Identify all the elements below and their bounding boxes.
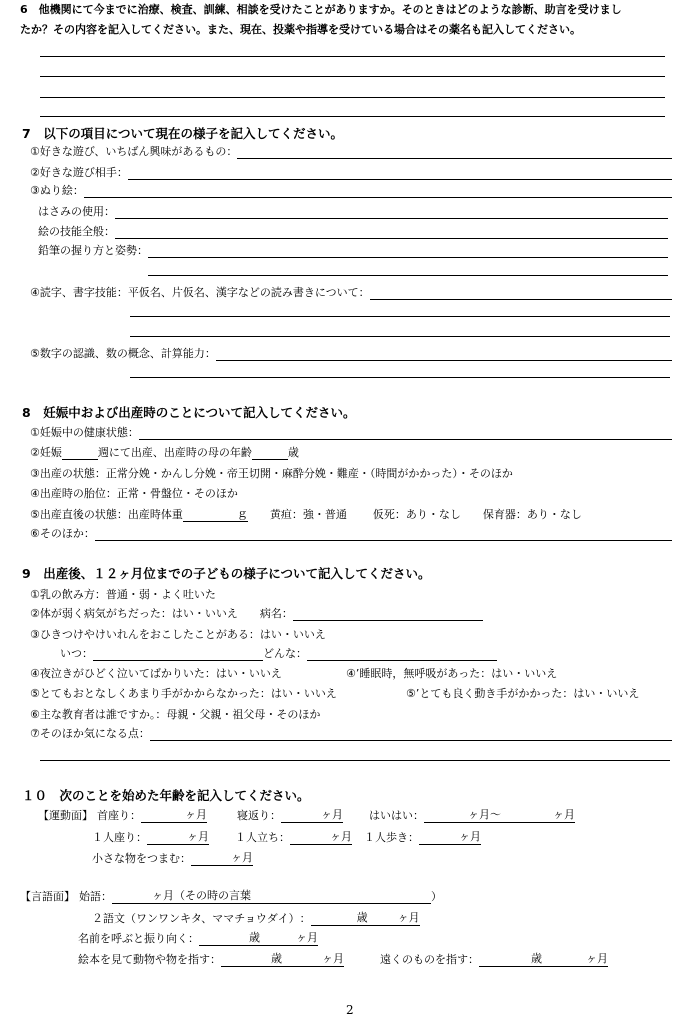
q8-health-label: ①妊娠中の健康状態 — [30, 426, 128, 439]
q10-point-picture-year-field[interactable] — [221, 953, 271, 967]
q8-fetal-position: ④出産時の胎位：正常・骨盤位・そのほか — [30, 487, 238, 500]
q10-pinch-field[interactable] — [191, 852, 231, 866]
q8-after-birth-row — [30, 505, 582, 522]
q8-other-field[interactable] — [95, 527, 672, 541]
q8-incubator: 保育器：あり・なし — [482, 508, 582, 521]
q9-when-label: いつ — [60, 647, 82, 660]
q9-what-label: どんな — [263, 647, 296, 660]
q8-birth-state: ③出産の状態：正常分娩・かんし分娩・帝王切開・麻酔分娩・難産・（時間がかかった）・そのほか — [30, 467, 513, 480]
q10-roll-label: 寝返り — [237, 809, 270, 822]
q8-jaundice: 黄疸：強・普通 — [269, 508, 347, 521]
q9-active: ⑤’とても良く動き手がかかった：はい・いいえ — [406, 687, 640, 700]
q8-asphyxia: 仮死：あり・なし — [372, 508, 461, 521]
q9-night-cry: ④夜泣きがひどく泣いてばかりいた：はい・いいえ — [30, 667, 282, 680]
q9-sickly: ②体が弱く病気がちだった：はい・いいえ — [30, 607, 238, 620]
q9-concern-field-line2[interactable] — [40, 760, 670, 761]
q7-numbers-field-line2[interactable] — [130, 377, 670, 378]
q7-coloring-label: ③ぬり絵 — [30, 184, 73, 197]
q7-partner-field[interactable] — [128, 166, 672, 180]
q6-answer-line-3[interactable] — [40, 97, 665, 98]
q10-point-far-year-field[interactable] — [479, 953, 531, 967]
q7-pencil-field[interactable] — [148, 244, 668, 258]
q8-age-unit: 歳 — [287, 446, 299, 459]
q9-sickly-row: ②体が弱く病気がちだった：はい・いいえ 病名 ： — [30, 605, 483, 621]
q7-numbers-label: ⑤数字の認識、数の概念、計算能力 — [30, 347, 205, 360]
q10-motor-row1: 【運動面】 首座り ： ヶ月 寝返り ： ヶ月 はいはい ： ヶ月 〜 ヶ月 — [38, 808, 575, 822]
q10-sit-field[interactable] — [147, 831, 187, 845]
q10-point-far-label: 遠くのものを指す — [380, 953, 468, 966]
q7-drawing-label: 絵の技能全般 — [38, 225, 104, 238]
q7-numbers-row: ⑤数字の認識、数の概念、計算能力 ： — [30, 345, 672, 361]
q7-scissors-label: はさみの使用 — [38, 205, 104, 218]
q8-health-row: ①妊娠中の健康状態 ： — [30, 424, 672, 440]
q9-quiet: ⑤とてもおとなしくあまり手がかからなかった：はい・いいえ — [30, 687, 337, 700]
q6-text-line2: たか？その内容を記入してください。また、現在、投薬や指導を受けている場合はその薬名も記入してください。 — [20, 23, 581, 36]
q10-name-turn-month-field[interactable] — [260, 932, 296, 946]
q6-answer-line-1[interactable] — [40, 56, 665, 57]
q7-drawing-field[interactable] — [115, 225, 668, 239]
q7-partner-row: ②好きな遊び相手 ： — [30, 164, 672, 180]
q10-two-word-label: ２語文（ワンワンキタ、ママチョウダイ） — [92, 912, 300, 925]
q10-sit-label: １人座り — [92, 831, 136, 844]
q9-concern-row: ⑦そのほか気になる点 ： — [30, 725, 672, 741]
q10-stand-label: １人立ち — [235, 831, 279, 844]
q7-reading-label: ④読字、書字技能：平仮名、片仮名、漢字などの読み書きについて — [30, 286, 359, 299]
q8-title: 8 妊娠中および出産時のことについて記入してください。 — [22, 405, 356, 420]
q9-caregiver: ⑥主な教育者は誰ですか。：母親・父親・祖父母・そのほか — [30, 708, 321, 721]
q10-pinch-label: 小さな物をつまむ — [92, 852, 180, 865]
q10-crawl-label: はいはい — [369, 809, 413, 822]
q10-crawl-to-field[interactable] — [501, 809, 553, 823]
q7-partner-label: ②好きな遊び相手 — [30, 166, 117, 179]
q10-lang-row1: 【言語面】 始語 ： ヶ月（その時の言葉 ） — [20, 889, 442, 903]
q9-seizure: ③ひきつけやけいれんをおこしたことがある：はい・いいえ — [30, 628, 326, 641]
q10-motor-label: 【運動面】 — [38, 809, 93, 822]
q7-reading-field-line2[interactable] — [130, 316, 670, 317]
q9-what-field[interactable] — [307, 647, 497, 661]
q9-apnea: ④’睡眠時，無呼吸があった：はい・いいえ — [346, 667, 558, 680]
q7-play-field[interactable] — [237, 145, 672, 159]
q7-pencil-label: 鉛筆の握り方と姿勢 — [38, 244, 137, 257]
q10-first-word-field[interactable] — [112, 890, 152, 904]
q7-scissors-field[interactable] — [115, 205, 668, 219]
q8-pregnancy-label: ②妊娠 — [30, 446, 62, 459]
q7-coloring-row: ③ぬり絵 ： — [30, 182, 672, 198]
q8-weeks-text: 週にて出産、出産時の母の年齢 — [97, 446, 252, 459]
q10-walk-label: １人歩き — [364, 831, 408, 844]
q8-weeks-field[interactable] — [62, 446, 98, 460]
q8-weight-unit: ｇ — [236, 507, 248, 520]
q10-lang-label: 【言語面】 — [20, 890, 75, 903]
q10-walk-field[interactable] — [419, 831, 459, 845]
q7-title: 7 以下の項目について現在の様子を記入してください。 — [22, 126, 343, 141]
q9-concern-label: ⑦そのほか気になる点 — [30, 727, 139, 740]
q10-crawl-from-field[interactable] — [424, 809, 468, 823]
q7-reading-row: ④読字、書字技能：平仮名、片仮名、漢字などの読み書きについて ： — [30, 284, 672, 300]
q6-answer-line-2[interactable] — [40, 76, 665, 77]
q7-play-row: ①好きな遊び、いちばん興味があるもの ： — [30, 143, 672, 159]
q10-point-picture-month-field[interactable] — [282, 953, 322, 967]
q10-two-word-year-field[interactable] — [311, 912, 357, 926]
q8-other-label: ⑥そのほか — [30, 527, 84, 540]
q7-scissors-row: はさみの使用 ： — [38, 203, 668, 219]
q10-head-label: 首座り — [97, 809, 130, 822]
q10-point-picture-label: 絵本を見て動物や物を指す — [78, 953, 210, 966]
q9-milk: ①乳の飲み方：普通・弱・よく吐いた — [30, 588, 216, 601]
q10-lang-row3: 名前を呼ぶと振り向く ： 歳 ヶ月 — [78, 931, 318, 945]
q9-seizure-detail-row: いつ ： どんな ： — [60, 645, 497, 661]
q7-drawing-row: 絵の技能全般 ： — [38, 223, 668, 239]
page-number: 2 — [346, 1003, 354, 1017]
q9-disease-field[interactable] — [293, 607, 483, 621]
q7-play-label: ①好きな遊び、いちばん興味があるもの — [30, 145, 227, 158]
q8-mother-age-field[interactable] — [252, 446, 288, 460]
q7-reading-field-line3[interactable] — [130, 336, 670, 337]
q8-other-row: ⑥そのほか ： — [30, 525, 672, 541]
q10-first-word-label: 始語 — [79, 890, 101, 903]
q10-two-word-month-field[interactable] — [368, 912, 398, 926]
q9-title: 9 出産後、１２ヶ月位までの子どもの様子について記入してください。 — [22, 566, 431, 581]
q10-motor-row3: 小さな物をつまむ ： ヶ月 — [92, 851, 253, 865]
q10-lang-row4: 絵本を見て動物や物を指す ： 歳 ヶ月 遠くのものを指す ： 歳 ヶ月 — [78, 952, 608, 966]
q10-stand-field[interactable] — [290, 831, 330, 845]
q7-pencil-field-line2[interactable] — [148, 275, 668, 276]
q10-point-far-month-field[interactable] — [542, 953, 586, 967]
q8-pregnancy-row — [30, 444, 299, 460]
q8-weight-field[interactable] — [183, 508, 237, 522]
q7-pencil-row: 鉛筆の握り方と姿勢 ： — [38, 242, 668, 258]
q10-lang-row2: ２語文（ワンワンキタ、ママチョウダイ） ： 歳 ヶ月 — [92, 911, 420, 925]
q9-disease-label: 病名 — [259, 607, 282, 620]
q9-concern-field[interactable] — [150, 727, 672, 741]
q6-text-line1: 6 他機関にて今までに治療、検査、訓練、相談を受けたことがありますか。そのときはどのような診断、助言を受けまし — [20, 3, 622, 16]
q10-motor-row2: １人座り ： ヶ月 １人立ち ： ヶ月 １人歩き ： ヶ月 — [92, 830, 481, 844]
q10-roll-field[interactable] — [281, 809, 321, 823]
q10-name-turn-label: 名前を呼ぶと振り向く — [78, 932, 188, 945]
q10-first-word-text-field[interactable] — [251, 890, 431, 904]
q10-title: １０ 次のことを始めた年齢を記入してください。 — [22, 788, 310, 803]
q10-name-turn-year-field[interactable] — [199, 932, 249, 946]
q8-health-field[interactable] — [139, 426, 672, 440]
q7-reading-field[interactable] — [370, 286, 672, 300]
q10-head-field[interactable] — [141, 809, 185, 823]
q7-coloring-field[interactable] — [84, 184, 672, 198]
q9-when-field[interactable] — [93, 647, 263, 661]
q8-weight-label: ⑤出産直後の状態：出産時体重 — [30, 508, 183, 521]
q6-answer-line-4[interactable] — [40, 116, 665, 117]
q7-numbers-field[interactable] — [216, 347, 672, 361]
